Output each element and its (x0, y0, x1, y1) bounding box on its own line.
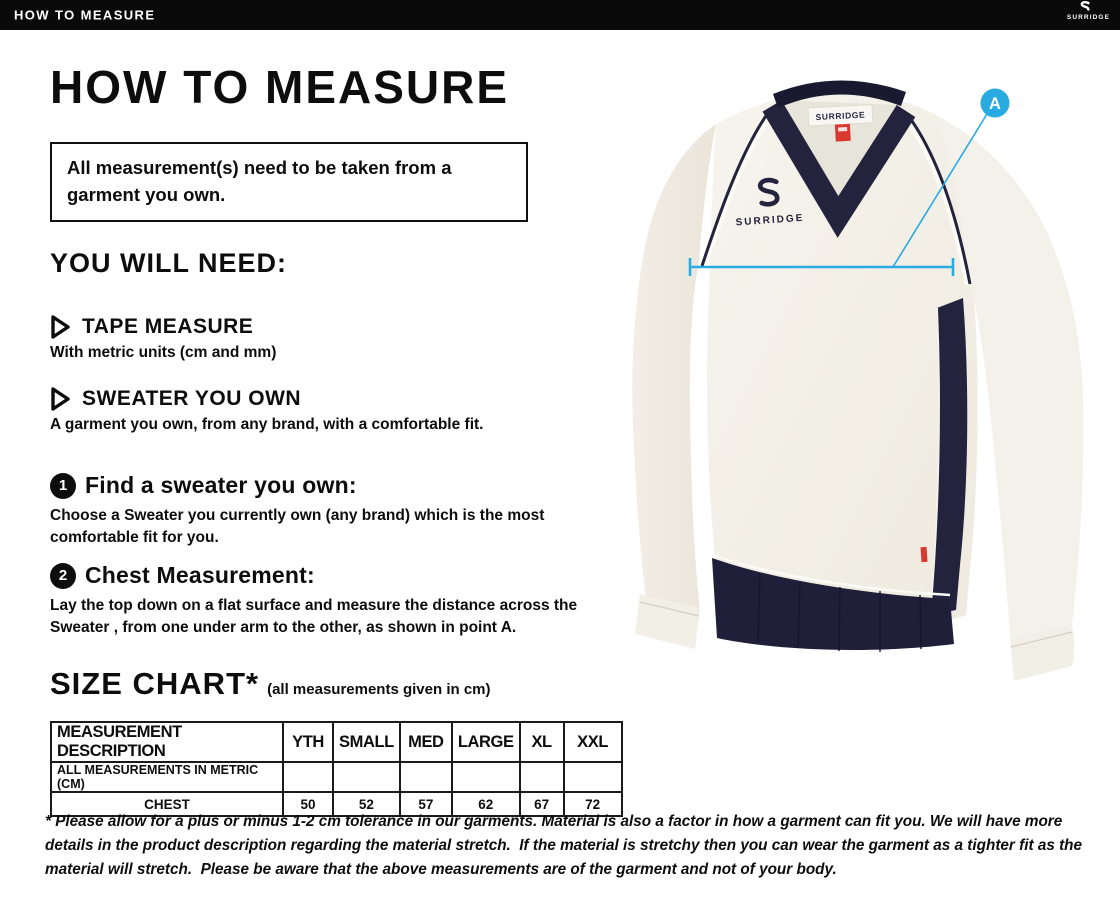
surridge-brand-text: SURRIDGE (1066, 14, 1110, 21)
size-chart-note: (all measurements given in cm) (267, 681, 491, 698)
step-description: Choose a Sweater you currently own (any brand) which is the most comfortable fit for you. (50, 507, 545, 546)
sweater-left-sleeve (632, 124, 716, 649)
need-item-sweater (50, 386, 483, 434)
step-description: Lay the top down on a flat surface and measure the distance across the Sweater , from one under arm to the other, as shown in point A. (50, 597, 578, 636)
tolerance-footnote: * Please allow for a plus or minus 1-2 cm tolerance in our garments. Material is also a factor in how a garment can fit you. We will have more details in the product description regarding the material stretch. If the material is stretchy then you can wear the garment as a tighter fit as the material will stretch. Please be aware that the above measurements are of the garment and not of your body. (45, 813, 1087, 879)
table-cell: 57 (400, 792, 452, 816)
column-header: MED (400, 722, 452, 762)
surridge-logo (1067, 1, 1110, 22)
triangle-right-icon (50, 386, 71, 412)
column-header: XXL (564, 722, 622, 762)
step-chest-measurement (50, 562, 598, 638)
step-title: Find a sweater you own: (85, 472, 357, 498)
table-cell (452, 762, 520, 792)
size-chart-heading (50, 666, 491, 702)
column-header: MEASUREMENT DESCRIPTION (51, 722, 283, 762)
table-cell: 67 (520, 792, 564, 816)
neck-label-text: SURRIDGE (815, 109, 866, 123)
step-number-badge: 2 (50, 563, 76, 589)
need-item-label: TAPE MEASURE (82, 315, 254, 338)
table-cell (564, 762, 622, 792)
top-bar (0, 0, 1120, 30)
column-header: LARGE (452, 722, 520, 762)
need-item-description: With metric units (cm and mm) (50, 344, 277, 361)
chest-logo-text: SURRIDGE (735, 212, 805, 229)
table-cell: 52 (333, 792, 400, 816)
red-side-tag (921, 547, 928, 562)
size-chart-title: SIZE CHART* (50, 666, 260, 701)
column-header: YTH (283, 722, 333, 762)
product-figure (620, 50, 1120, 715)
table-cell (283, 762, 333, 792)
column-header: XL (520, 722, 564, 762)
need-item-tape-measure (50, 314, 276, 362)
table-cell: 62 (452, 792, 520, 816)
notice-box: All measurement(s) need to be taken from a garment you own. (50, 142, 528, 222)
surridge-s-icon (1080, 1, 1096, 14)
step-find-sweater (50, 472, 570, 548)
row-label: CHEST (51, 792, 283, 816)
page-title: HOW TO MEASURE (50, 61, 510, 113)
table-header-row (51, 722, 622, 762)
top-bar-title: HOW TO MEASURE (14, 7, 156, 23)
table-cell (400, 762, 452, 792)
table-row (51, 762, 622, 792)
sweater-illustration (620, 50, 1120, 715)
row-label: ALL MEASUREMENTS IN METRIC (CM) (51, 762, 283, 792)
neck-red-tag (835, 124, 851, 142)
table-cell: 72 (564, 792, 622, 816)
table-cell (333, 762, 400, 792)
column-header: SMALL (333, 722, 400, 762)
you-will-need-heading: YOU WILL NEED: (50, 248, 288, 278)
point-a-label: A (989, 95, 1001, 113)
step-title: Chest Measurement: (85, 562, 315, 588)
table-cell (520, 762, 564, 792)
size-chart-table (50, 721, 623, 817)
need-item-description: A garment you own, from any brand, with a comfortable fit. (50, 416, 484, 433)
step-number-badge: 1 (50, 473, 76, 499)
table-cell: 50 (283, 792, 333, 816)
need-item-label: SWEATER YOU OWN (82, 387, 302, 410)
triangle-right-icon (50, 314, 71, 340)
